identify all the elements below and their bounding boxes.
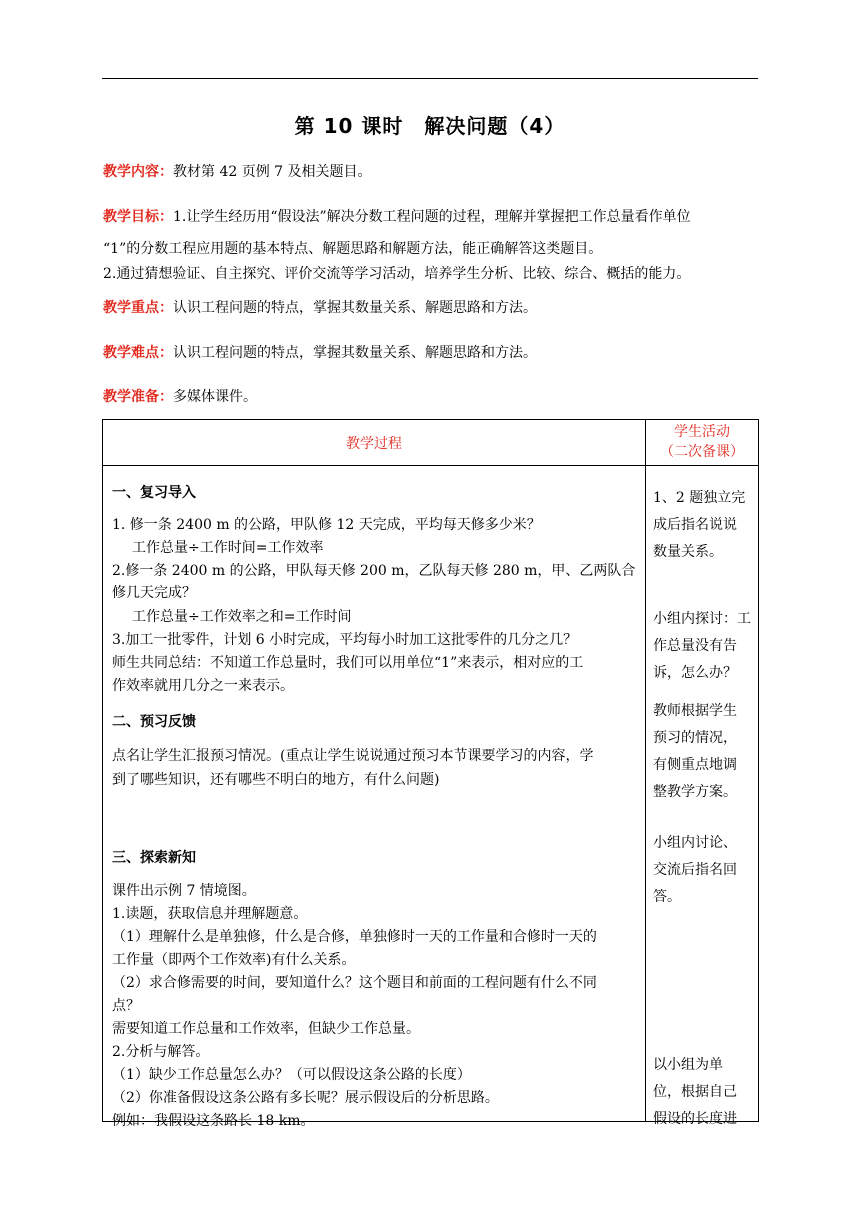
activity-note-5-line: 假设的长度进 [653,1111,737,1127]
activity-note-3-line: 教师根据学生 [653,703,737,719]
activity-note-2 [653,606,753,687]
activity-note-1-line: 数量关系。 [653,544,723,560]
activity-note-5-line: 位，根据自己 [653,1084,737,1100]
key-points-row [103,296,759,320]
explore-line-5: （2）求合修需要的时间，要知道什么？这个题目和前面的工程问题有什么不同 [112,975,597,991]
goals-row [103,205,759,229]
section-review-heading: 一、复习导入 [112,485,196,501]
activity-note-4-line: 答。 [653,889,681,905]
header-student-activity-line-2: （二次备课） [660,444,744,460]
difficulties-text: 认识工程问题的特点，掌握其数量关系、解题思路和方法。 [173,345,537,361]
preview-line-2: 到了哪些知识，还有哪些不明白的地方，有什么问题) [112,772,440,788]
goals-line-1: 1.让学生经历用“假设法”解决分数工程问题的过程，理解并掌握把工作总量看作单位 [173,209,691,225]
review-line-2: 2.修一条 2400 m 的公路，甲队每天修 200 m，乙队每天修 280 m，甲、乙两队合 [112,563,636,579]
goals-line-3: 2.通过猜想验证、自主探究、评价交流等学习活动，培养学生分析、比较、综合、概括的能力。 [103,266,691,282]
activity-note-1-line: 成后指名说说 [653,517,737,533]
activity-note-3-line: 有侧重点地调 [653,757,737,773]
header-student-activity [646,420,759,466]
activity-note-4 [653,830,753,911]
activity-note-5-line: 以小组为单 [653,1057,723,1073]
content-text: 教材第 42 页例 7 及相关题目。 [173,164,372,180]
activity-note-3-line: 整教学方案。 [653,784,737,800]
header-teaching-process: 教学过程 [103,420,646,466]
lesson-table [102,419,759,1129]
activity-note-4-line: 小组内讨论、 [653,835,737,851]
activity-note-4-line: 交流后指名回 [653,862,737,878]
key-points-label: 教学重点： [103,300,173,316]
preparation-text: 多媒体课件。 [173,389,257,405]
explore-line-8: 2.分析与解答。 [112,1044,210,1060]
top-rule [102,78,758,79]
activity-note-2-line: 诉，怎么办？ [653,665,737,681]
explore-line-10: （2）你准备假设这条公路有多长呢？展示假设后的分析思路。 [112,1090,499,1106]
difficulties-label: 教学难点： [103,345,173,361]
review-formula-2: 工作总量÷工作效率之和=工作时间 [132,609,352,625]
explore-line-6: 点？ [112,998,140,1014]
explore-line-4: 工作量（即两个工作效率)有什么关系。 [112,952,356,968]
activity-note-1-line: 1、2 题独立完 [653,490,746,506]
section-preview-heading: 二、预习反馈 [112,714,196,730]
key-points-text: 认识工程问题的特点，掌握其数量关系、解题思路和方法。 [173,300,537,316]
preparation-label: 教学准备： [103,389,173,405]
activity-note-3-line: 预习的情况， [653,730,737,746]
explore-line-11: 例如：我假设这条路长 18 km。 [112,1113,315,1129]
goals-label: 教学目标： [103,209,173,225]
content-label: 教学内容： [103,164,173,180]
activity-note-3 [653,698,753,806]
content-row [103,160,759,184]
review-summary-1: 师生共同总结：不知道工作总量时，我们可以用单位“1”来表示，相对应的工 [112,655,584,671]
review-summary-2: 作效率就用几分之一来表示。 [112,678,294,694]
explore-line-2: 1.读题，获取信息并理解题意。 [112,906,308,922]
activity-cell [646,466,759,1127]
activity-note-2-line: 小组内探讨：工 [653,611,751,627]
review-formula-1: 工作总量÷工作时间=工作效率 [132,540,324,556]
header-student-activity-line-1: 学生活动 [674,424,730,440]
explore-line-9: （1）缺少工作总量怎么办？（可以假设这条公路的长度） [112,1067,471,1083]
review-line-1: 1. 修一条 2400 m 的公路，甲队修 12 天完成，平均每天修多少米？ [112,517,541,533]
difficulties-row [103,341,759,365]
activity-note-1 [653,485,753,566]
goals-line-2: “1”的分数工程应用题的基本特点、解题思路和解题方法，能正确解答这类题目。 [103,241,603,257]
activity-note-5 [653,1052,753,1133]
activity-note-2-line: 作总量没有告 [653,638,737,654]
page-title: 第 10 课时 解决问题（4） [294,114,566,138]
explore-line-7: 需要知道工作总量和工作效率，但缺少工作总量。 [112,1021,420,1037]
process-cell [103,466,646,1129]
review-line-2-cont: 修几天完成？ [112,585,196,601]
explore-line-3: （1）理解什么是单独修，什么是合修，单独修时一天的工作量和合修时一天的 [112,929,597,945]
review-line-3: 3.加工一批零件，计划 6 小时完成，平均每小时加工这批零件的几分之几？ [112,632,578,648]
preparation-row [103,385,759,409]
section-explore-heading: 三、探索新知 [112,850,196,866]
preview-line-1: 点名让学生汇报预习情况。(重点让学生说说通过预习本节课要学习的内容，学 [112,748,594,764]
explore-line-1: 课件出示例 7 情境图。 [112,883,256,899]
